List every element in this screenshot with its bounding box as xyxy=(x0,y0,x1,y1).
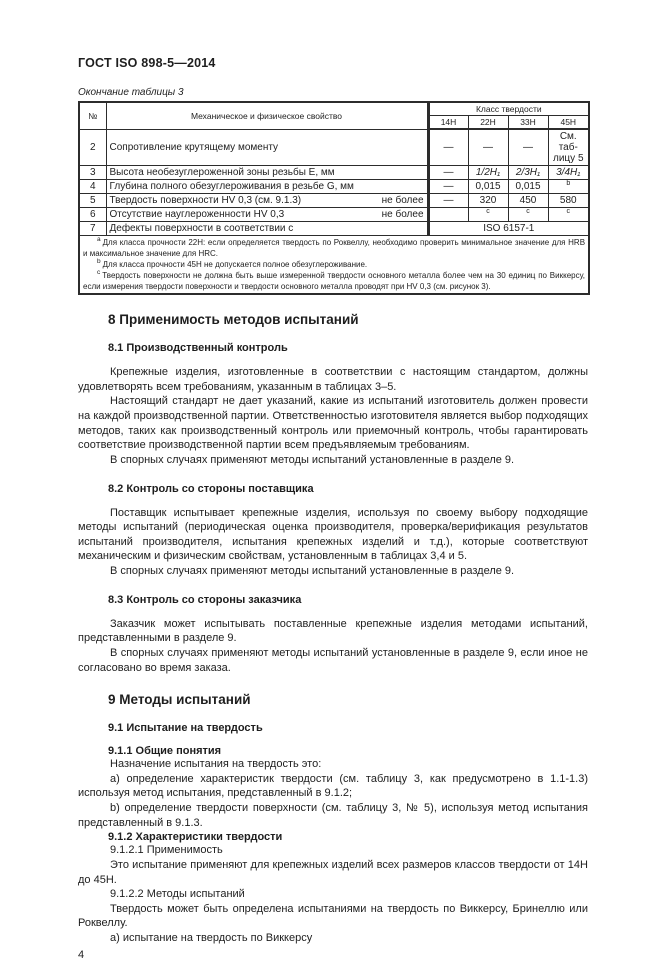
col-header-45h: 45Н xyxy=(548,116,589,130)
paragraph: Поставщик испытывает крепежные изделия, используя по своему выбору подходящие методы испытаний (периодическая оценка производителя, проверка/верификация результатов испытаний производителя, испытания крепежных изделий и т.д.), которые соответствуют механическим и физическим свойствам, установленным в таблицах 3,4 и 5. xyxy=(78,506,588,563)
row-value: 1/2H₁ xyxy=(468,166,508,180)
table-footnote xyxy=(83,237,585,259)
row-property xyxy=(106,194,428,208)
section-9-1-2-1-heading: 9.1.2.1 Применимость xyxy=(110,844,223,857)
list-item-a: а) испытание на твердость по Виккерсу xyxy=(110,932,313,945)
table-footnote xyxy=(83,259,585,270)
row-no: 6 xyxy=(79,208,106,222)
section-8-1-heading: 8.1 Производственный контроль xyxy=(108,342,288,355)
row-property-qualifier: не более xyxy=(381,209,424,220)
paragraph: В спорных случаях применяют методы испытаний установленные в разделе 9. xyxy=(110,453,515,466)
col-header-14h: 14Н xyxy=(428,116,468,130)
page-number: 4 xyxy=(78,948,85,961)
table-row xyxy=(79,194,589,208)
row-no: 3 xyxy=(79,166,106,180)
table-row xyxy=(79,222,589,236)
col-header-no: № xyxy=(79,102,106,129)
row-value-footnote-mark: b xyxy=(548,180,589,194)
section-9-heading: 9 Методы испытаний xyxy=(108,692,251,708)
col-header-33h: 33Н xyxy=(508,116,548,130)
paragraph: В спорных случаях применяют методы испытаний установленные в разделе 9. xyxy=(110,565,515,578)
row-value: 0,015 xyxy=(508,180,548,194)
paragraph: В спорных случаях применяют методы испытаний установленные в разделе 9, если иное не согласовано во время заказа. xyxy=(78,646,588,674)
row-property: Дефекты поверхности в соответствии с xyxy=(106,222,428,236)
paragraph: Это испытание применяют для крепежных изделий всех размеров классов твердости от 14Н до 45Н. xyxy=(78,858,588,886)
table-row xyxy=(79,208,589,222)
col-header-22h: 22Н xyxy=(468,116,508,130)
row-property-qualifier: не более xyxy=(381,195,424,206)
section-8-3-heading: 8.3 Контроль со стороны заказчика xyxy=(108,593,302,606)
row-no: 4 xyxy=(79,180,106,194)
row-no: 7 xyxy=(79,222,106,236)
row-value: См. таб-лицу 5 xyxy=(548,129,589,166)
section-9-1-heading: 9.1 Испытание на твердость xyxy=(108,722,263,735)
col-header-property: Механическое и физическое свойство xyxy=(106,102,428,129)
table-caption: Окончание таблицы 3 xyxy=(78,87,184,98)
row-property: Сопротивление крутящему моменту xyxy=(106,129,428,166)
doc-header-title: ГОСТ ISO 898-5—2014 xyxy=(78,56,216,70)
row-value-iso: ISO 6157-1 xyxy=(428,222,589,236)
section-8-2-heading: 8.2 Контроль со стороны поставщика xyxy=(108,482,314,495)
row-value: — xyxy=(428,194,468,208)
footnote-marker: c xyxy=(97,269,101,277)
footnote-marker: b xyxy=(97,258,101,266)
table-header-row-1 xyxy=(79,102,589,116)
row-value xyxy=(428,208,468,222)
table-3-continuation xyxy=(78,101,590,295)
row-value: — xyxy=(428,180,468,194)
row-value-footnote-mark: c xyxy=(508,208,548,222)
table-row xyxy=(79,166,589,180)
footnote-text: Для класса прочности 22Н: если определяется твердость по Роквеллу, необходимо проверить минимальное значение для HRB и максимальное значение для HRC. xyxy=(83,238,586,259)
row-property-text: Отсутствие науглероженности HV 0,3 xyxy=(109,209,285,220)
paragraph: Твердость может быть определена испытаниями на твердость по Виккерсу, Бринеллю или Роквеллу. xyxy=(78,902,588,930)
row-value-footnote-mark: c xyxy=(468,208,508,222)
row-property xyxy=(106,208,428,222)
row-no: 5 xyxy=(79,194,106,208)
row-value: 0,015 xyxy=(468,180,508,194)
table-footnotes xyxy=(79,236,589,295)
row-value: 2/3H₁ xyxy=(508,166,548,180)
paragraph: Заказчик может испытывать поставленные крепежные изделия методами испытаний, представленными в разделе 9. xyxy=(78,617,588,645)
row-value: 320 xyxy=(468,194,508,208)
row-property-text: Твердость поверхности HV 0,3 (см. 9.1.3) xyxy=(109,195,302,206)
row-property: Глубина полного обезуглероживания в резьбе G, мм xyxy=(106,180,428,194)
footnote-marker: a xyxy=(97,236,101,244)
paragraph: Назначение испытания на твердость это: xyxy=(110,758,322,771)
row-property: Высота необезуглероженной зоны резьбы E, мм xyxy=(106,166,428,180)
row-no: 2 xyxy=(79,129,106,166)
row-value: 3/4H₁ xyxy=(548,166,589,180)
row-value: — xyxy=(468,129,508,166)
footnote-text: Твердость поверхности не должна быть выше измеренной твердости основного металла более чем на 30 единиц по Виккерсу, если измерения твердости поверхности и твердости основного металла проводят при HV 0,3 (см. рисунок 3). xyxy=(83,271,586,292)
row-value: 580 xyxy=(548,194,589,208)
row-value: 450 xyxy=(508,194,548,208)
row-value: — xyxy=(428,129,468,166)
section-8-heading: 8 Применимость методов испытаний xyxy=(108,312,359,328)
section-9-1-1-heading: 9.1.1 Общие понятия xyxy=(108,745,222,758)
row-value: — xyxy=(428,166,468,180)
section-9-1-2-heading: 9.1.2 Характеристики твердости xyxy=(108,831,283,844)
paragraph: Настоящий стандарт не дает указаний, какие из испытаний изготовитель должен провести на каждой производственной партии. Ответственностью изготовителя является выбор подходящих методов, таких как производственный контроль или приемочный контроль, чтобы гарантировать соответствие производственной партии всем предъявляемым требованиям. xyxy=(78,395,588,452)
list-item-b: b) определение твердости поверхности (см. таблицу 3, № 5), используя метод испытания представленный в 9.1.3. xyxy=(78,802,588,829)
paragraph: Крепежные изделия, изготовленные в соответствии с настоящим стандартом, должны удовлетворять всем требованиям, указанным в таблицах 3–5. xyxy=(78,366,588,393)
row-value-footnote-mark: c xyxy=(548,208,589,222)
footnote-text: Для класса прочности 45Н не допускается полное обезуглероживание. xyxy=(102,260,368,270)
table-footnotes-row xyxy=(79,236,589,295)
table-row xyxy=(79,129,589,166)
col-header-class: Класс твердости xyxy=(428,102,589,116)
table-row xyxy=(79,180,589,194)
table-footnote xyxy=(83,270,585,292)
section-9-1-2-2-heading: 9.1.2.2 Методы испытаний xyxy=(110,888,245,901)
list-item-a: a) определение характеристик твердости (см. таблицу 3, как предусмотрено в 1.1-1.3) используя метод испытания, представленный в 9.1.2; xyxy=(78,772,588,800)
row-value: — xyxy=(508,129,548,166)
